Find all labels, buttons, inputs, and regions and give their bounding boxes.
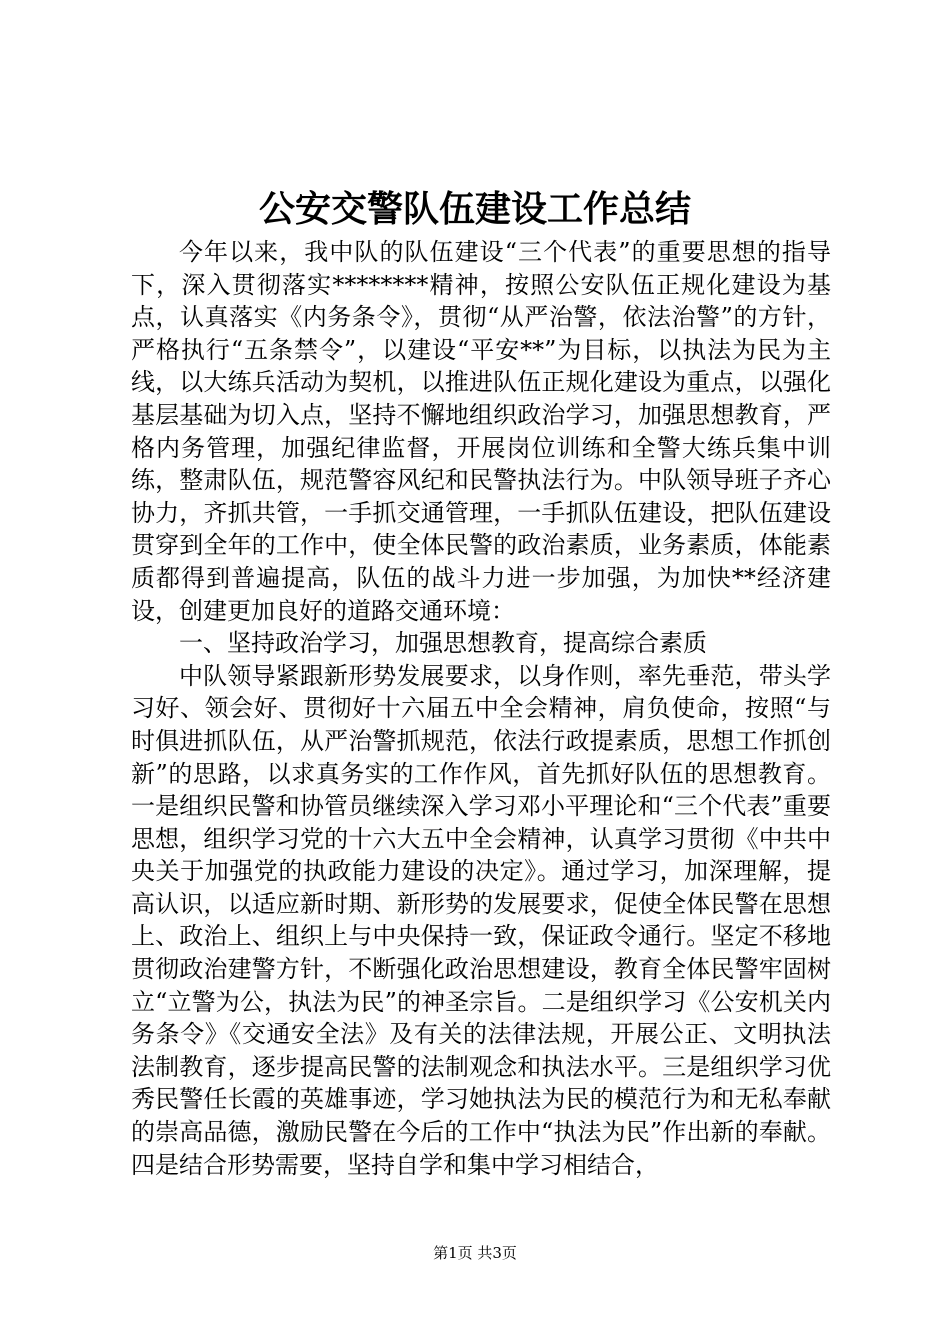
page-footer: 第1页 共3页 bbox=[433, 1244, 517, 1262]
paragraph-section-1: 中队领导紧跟新形势发展要求，以身作则，率先垂范，带头学习好、领会好、贯彻好十六届五中全会精神，肩负使命，按照“与时俱进抓队伍，从严治警抓规范，依法行政提素质，思想工作抓创新”的思路，以求真务实的工作作风，首先抓好队伍的思想教育。一是组织民警和协管员继续深入学习邓小平理论和“三个代表”重要思想，组织学习党的十六大五中全会精神，认真学习贯彻《中共中央关于加强党的执政能力建设的决定》。通过学习，加深理解，提高认识，以适应新时期、新形势的发展要求，促使全体民警在思想上、政治上、组织上与中央保持一致，保证政令通行。坚定不移地贯彻政治建警方针，不断强化政治思想建设，教育全体民警牢固树立“立警为公，执法为民”的神圣宗旨。二是组织学习《公安机关内务条令》《交通安全法》及有关的法律法规，开展公正、文明执法法制教育，逐步提高民警的法制观念和执法水平。三是组织学习优秀民警任长霞的英雄事迹，学习她执法为民的模范行为和无私奉献的崇高品德，激励民警在今后的工作中“执法为民”作出新的奉献。四是结合形势需要，坚持自学和集中学习相结合， bbox=[131, 661, 831, 1179]
paragraph-intro: 今年以来，我中队的队伍建设“三个代表”的重要思想的指导下，深入贯彻落实********精神，按照公安队伍正规化建设为基点，认真落实《内务条令》，贯彻“从严治警，依法治警”的方针，严格执行“五条禁令”，以建设“平安**”为目标，以执法为民为主线，以大练兵活动为契机，以推进队伍正规化建设为重点，以强化基层基础为切入点，坚持不懈地组织政治学习，加强思想教育，严格内务管理，加强纪律监督，开展岗位训练和全警大练兵集中训练，整肃队伍，规范警容风纪和民警执法行为。中队领导班子齐心协力，齐抓共管，一手抓交通管理，一手抓队伍建设，把队伍建设贯穿到全年的工作中，使全体民警的政治素质，业务素质，体能素质都得到普遍提高，队伍的战斗力进一步加强，为加快**经济建设，创建更加良好的道路交通环境： bbox=[131, 238, 831, 625]
document-title: 公安交警队伍建设工作总结 bbox=[258, 188, 691, 230]
section-heading-1: 一、坚持政治学习，加强思想教育，提高综合素质 bbox=[179, 629, 707, 658]
document-body bbox=[131, 236, 831, 1181]
